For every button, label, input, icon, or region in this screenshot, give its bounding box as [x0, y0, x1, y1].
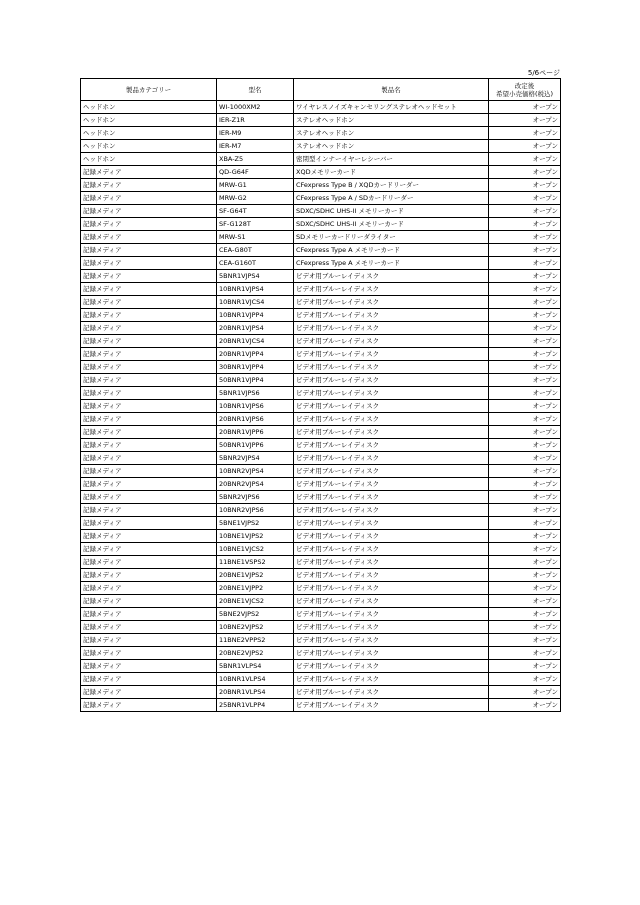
cell-category: 記録メディア — [81, 257, 217, 270]
table-row — [81, 517, 561, 530]
table-row — [81, 582, 561, 595]
cell-product: ビデオ用ブルーレイディスク — [294, 439, 489, 452]
table-row — [81, 296, 561, 309]
cell-model: 10BNR2VJPS6 — [217, 504, 294, 517]
cell-model: 20BNE1VJPS2 — [217, 569, 294, 582]
table-row — [81, 218, 561, 231]
cell-model: 20BNE2VJPS2 — [217, 647, 294, 660]
cell-price: オープン — [489, 179, 561, 192]
cell-category: 記録メディア — [81, 231, 217, 244]
cell-price: オープン — [489, 426, 561, 439]
cell-model: 10BNE2VJPS2 — [217, 621, 294, 634]
cell-category: 記録メディア — [81, 218, 217, 231]
cell-price: オープン — [489, 283, 561, 296]
cell-model: 10BNE1VJPS2 — [217, 530, 294, 543]
cell-product: 密閉型インナーイヤーレシーバー — [294, 153, 489, 166]
table-row — [81, 114, 561, 127]
cell-model: 11BNE2VPPS2 — [217, 634, 294, 647]
cell-model: 11BNE1VSPS2 — [217, 556, 294, 569]
cell-category: 記録メディア — [81, 673, 217, 686]
table-row — [81, 205, 561, 218]
cell-product: ビデオ用ブルーレイディスク — [294, 647, 489, 660]
cell-product: ステレオヘッドホン — [294, 114, 489, 127]
cell-model: WI-1000XM2 — [217, 101, 294, 114]
cell-model: CEA-G160T — [217, 257, 294, 270]
cell-category: 記録メディア — [81, 439, 217, 452]
cell-product: ステレオヘッドホン — [294, 127, 489, 140]
cell-category: 記録メディア — [81, 634, 217, 647]
cell-model: 20BNR1VJPS4 — [217, 322, 294, 335]
cell-category: 記録メディア — [81, 686, 217, 699]
cell-model: 20BNE1VJCS2 — [217, 595, 294, 608]
cell-price: オープン — [489, 400, 561, 413]
cell-model: 20BNR2VJPS4 — [217, 478, 294, 491]
cell-price: オープン — [489, 660, 561, 673]
cell-price: オープン — [489, 361, 561, 374]
cell-price: オープン — [489, 556, 561, 569]
table-row — [81, 452, 561, 465]
cell-price: オープン — [489, 478, 561, 491]
cell-product: ビデオ用ブルーレイディスク — [294, 387, 489, 400]
table-row — [81, 400, 561, 413]
table-row — [81, 543, 561, 556]
header-price-line2: 希望小売価格(税込) — [495, 89, 554, 98]
cell-product: SDXC/SDHC UHS-II メモリーカード — [294, 218, 489, 231]
cell-model: 5BNE2VJPS2 — [217, 608, 294, 621]
cell-category: 記録メディア — [81, 491, 217, 504]
cell-category: 記録メディア — [81, 699, 217, 712]
table-row — [81, 335, 561, 348]
cell-price: オープン — [489, 452, 561, 465]
cell-model: 25BNR1VLPP4 — [217, 699, 294, 712]
cell-category: 記録メディア — [81, 504, 217, 517]
cell-model: IER-M7 — [217, 140, 294, 153]
table-row — [81, 491, 561, 504]
cell-price: オープン — [489, 634, 561, 647]
cell-product: ビデオ用ブルーレイディスク — [294, 517, 489, 530]
cell-price: オープン — [489, 140, 561, 153]
cell-category: 記録メディア — [81, 608, 217, 621]
cell-price: オープン — [489, 166, 561, 179]
cell-model: 5BNR2VJPS4 — [217, 452, 294, 465]
cell-product: ビデオ用ブルーレイディスク — [294, 686, 489, 699]
cell-price: オープン — [489, 335, 561, 348]
table-row — [81, 465, 561, 478]
table-row — [81, 270, 561, 283]
cell-model: 10BNR1VJPP4 — [217, 309, 294, 322]
cell-price: オープン — [489, 231, 561, 244]
product-table — [80, 78, 561, 712]
cell-category: 記録メディア — [81, 452, 217, 465]
table-row — [81, 283, 561, 296]
cell-price: オープン — [489, 673, 561, 686]
cell-product: ビデオ用ブルーレイディスク — [294, 504, 489, 517]
cell-category: 記録メディア — [81, 543, 217, 556]
cell-price: オープン — [489, 387, 561, 400]
cell-model: MRW-G2 — [217, 192, 294, 205]
cell-model: 20BNE1VJPP2 — [217, 582, 294, 595]
cell-category: 記録メディア — [81, 192, 217, 205]
cell-model: QD-G64F — [217, 166, 294, 179]
cell-price: オープン — [489, 114, 561, 127]
cell-category: 記録メディア — [81, 517, 217, 530]
cell-category: 記録メディア — [81, 413, 217, 426]
table-row — [81, 348, 561, 361]
cell-price: オープン — [489, 101, 561, 114]
cell-product: ビデオ用ブルーレイディスク — [294, 699, 489, 712]
table-row — [81, 413, 561, 426]
cell-model: 10BNR2VJPS4 — [217, 465, 294, 478]
cell-category: 記録メディア — [81, 478, 217, 491]
cell-price: オープン — [489, 322, 561, 335]
cell-category: 記録メディア — [81, 348, 217, 361]
cell-product: CFexpress Type A メモリーカード — [294, 257, 489, 270]
cell-category: 記録メディア — [81, 465, 217, 478]
cell-product: ビデオ用ブルーレイディスク — [294, 374, 489, 387]
table-row — [81, 231, 561, 244]
cell-product: ビデオ用ブルーレイディスク — [294, 335, 489, 348]
table-row — [81, 257, 561, 270]
cell-model: IER-M9 — [217, 127, 294, 140]
table-row — [81, 699, 561, 712]
cell-category: 記録メディア — [81, 322, 217, 335]
cell-product: ビデオ用ブルーレイディスク — [294, 452, 489, 465]
cell-category: 記録メディア — [81, 582, 217, 595]
table-row — [81, 504, 561, 517]
cell-category: 記録メディア — [81, 400, 217, 413]
cell-price: オープン — [489, 153, 561, 166]
header-row — [81, 79, 561, 101]
table-row — [81, 608, 561, 621]
cell-product: ビデオ用ブルーレイディスク — [294, 543, 489, 556]
cell-price: オープン — [489, 517, 561, 530]
table-row — [81, 686, 561, 699]
cell-price: オープン — [489, 530, 561, 543]
cell-product: ビデオ用ブルーレイディスク — [294, 309, 489, 322]
cell-model: 5BNR2VJPS6 — [217, 491, 294, 504]
cell-category: 記録メディア — [81, 647, 217, 660]
cell-price: オープン — [489, 569, 561, 582]
cell-category: 記録メディア — [81, 296, 217, 309]
cell-product: ビデオ用ブルーレイディスク — [294, 491, 489, 504]
cell-model: MRW-S1 — [217, 231, 294, 244]
cell-product: ビデオ用ブルーレイディスク — [294, 426, 489, 439]
table-row — [81, 244, 561, 257]
cell-model: 5BNE1VJPS2 — [217, 517, 294, 530]
cell-price: オープン — [489, 608, 561, 621]
cell-category: 記録メディア — [81, 569, 217, 582]
cell-product: ビデオ用ブルーレイディスク — [294, 465, 489, 478]
cell-product: ビデオ用ブルーレイディスク — [294, 348, 489, 361]
cell-model: 20BNR1VJCS4 — [217, 335, 294, 348]
table-row — [81, 374, 561, 387]
cell-price: オープン — [489, 582, 561, 595]
cell-price: オープン — [489, 543, 561, 556]
cell-price: オープン — [489, 205, 561, 218]
header-model: 型名 — [217, 79, 294, 101]
table-row — [81, 673, 561, 686]
cell-category: ヘッドホン — [81, 101, 217, 114]
table-row — [81, 621, 561, 634]
table-row — [81, 530, 561, 543]
cell-price: オープン — [489, 296, 561, 309]
cell-model: IER-Z1R — [217, 114, 294, 127]
table-row — [81, 387, 561, 400]
cell-category: 記録メディア — [81, 179, 217, 192]
table-row — [81, 660, 561, 673]
table-row — [81, 647, 561, 660]
cell-product: ステレオヘッドホン — [294, 140, 489, 153]
cell-product: SDメモリーカードリーダライター — [294, 231, 489, 244]
cell-product: ビデオ用ブルーレイディスク — [294, 530, 489, 543]
cell-category: 記録メディア — [81, 205, 217, 218]
table-row — [81, 439, 561, 452]
cell-product: ビデオ用ブルーレイディスク — [294, 673, 489, 686]
cell-price: オープン — [489, 218, 561, 231]
cell-price: オープン — [489, 192, 561, 205]
table-row — [81, 595, 561, 608]
cell-category: 記録メディア — [81, 244, 217, 257]
cell-price: オープン — [489, 699, 561, 712]
table-row — [81, 166, 561, 179]
cell-model: 10BNR1VJPS4 — [217, 283, 294, 296]
cell-product: ビデオ用ブルーレイディスク — [294, 634, 489, 647]
cell-product: ビデオ用ブルーレイディスク — [294, 270, 489, 283]
cell-price: オープン — [489, 504, 561, 517]
cell-product: CFexpress Type A メモリーカード — [294, 244, 489, 257]
cell-model: 20BNR1VJPS6 — [217, 413, 294, 426]
cell-model: CEA-G80T — [217, 244, 294, 257]
header-product: 製品名 — [294, 79, 489, 101]
table-row — [81, 426, 561, 439]
cell-price: オープン — [489, 309, 561, 322]
cell-category: 記録メディア — [81, 166, 217, 179]
cell-product: ビデオ用ブルーレイディスク — [294, 608, 489, 621]
table-row — [81, 127, 561, 140]
cell-product: ビデオ用ブルーレイディスク — [294, 660, 489, 673]
cell-category: 記録メディア — [81, 270, 217, 283]
cell-model: 20BNR1VJPP4 — [217, 348, 294, 361]
cell-price: オープン — [489, 491, 561, 504]
cell-model: 5BNR1VJPS4 — [217, 270, 294, 283]
cell-product: ビデオ用ブルーレイディスク — [294, 621, 489, 634]
table-body — [81, 101, 561, 712]
cell-model: 5BNR1VLPS4 — [217, 660, 294, 673]
cell-model: 50BNR1VJPP6 — [217, 439, 294, 452]
cell-product: ビデオ用ブルーレイディスク — [294, 361, 489, 374]
cell-product: CFexpress Type B / XQDカードリーダー — [294, 179, 489, 192]
cell-category: 記録メディア — [81, 595, 217, 608]
header-price-line1: 改定後 — [514, 81, 535, 90]
cell-price: オープン — [489, 244, 561, 257]
table-row — [81, 179, 561, 192]
cell-category: 記録メディア — [81, 426, 217, 439]
header-category: 製品カテゴリー — [81, 79, 217, 101]
cell-price: オープン — [489, 465, 561, 478]
table-row — [81, 192, 561, 205]
cell-category: 記録メディア — [81, 621, 217, 634]
cell-product: ビデオ用ブルーレイディスク — [294, 569, 489, 582]
cell-model: 20BNR1VLPS4 — [217, 686, 294, 699]
cell-category: ヘッドホン — [81, 153, 217, 166]
cell-model: MRW-G1 — [217, 179, 294, 192]
cell-product: ビデオ用ブルーレイディスク — [294, 283, 489, 296]
cell-product: SDXC/SDHC UHS-II メモリーカード — [294, 205, 489, 218]
cell-category: 記録メディア — [81, 660, 217, 673]
table-header — [81, 79, 561, 101]
cell-model: 30BNR1VJPP4 — [217, 361, 294, 374]
table-row — [81, 322, 561, 335]
cell-category: ヘッドホン — [81, 127, 217, 140]
cell-price: オープン — [489, 270, 561, 283]
page-number: 5/6ページ — [527, 69, 560, 77]
table-row — [81, 153, 561, 166]
cell-category: 記録メディア — [81, 387, 217, 400]
cell-model: 10BNR1VJCS4 — [217, 296, 294, 309]
cell-product: CFexpress Type A / SDカードリーダー — [294, 192, 489, 205]
cell-model: SF-G128T — [217, 218, 294, 231]
cell-model: 5BNR1VJPS6 — [217, 387, 294, 400]
cell-category: ヘッドホン — [81, 114, 217, 127]
table-row — [81, 140, 561, 153]
cell-category: 記録メディア — [81, 556, 217, 569]
cell-price: オープン — [489, 413, 561, 426]
cell-product: ビデオ用ブルーレイディスク — [294, 296, 489, 309]
cell-category: 記録メディア — [81, 335, 217, 348]
cell-price: オープン — [489, 686, 561, 699]
table-row — [81, 569, 561, 582]
cell-price: オープン — [489, 374, 561, 387]
cell-price: オープン — [489, 595, 561, 608]
cell-model: 10BNE1VJCS2 — [217, 543, 294, 556]
table-row — [81, 101, 561, 114]
cell-product: ビデオ用ブルーレイディスク — [294, 582, 489, 595]
cell-product: ビデオ用ブルーレイディスク — [294, 400, 489, 413]
cell-price: オープン — [489, 621, 561, 634]
cell-product: ビデオ用ブルーレイディスク — [294, 413, 489, 426]
cell-product: ビデオ用ブルーレイディスク — [294, 478, 489, 491]
cell-category: 記録メディア — [81, 374, 217, 387]
cell-product: XQDメモリーカード — [294, 166, 489, 179]
cell-model: 50BNR1VJPP4 — [217, 374, 294, 387]
cell-model: SF-G64T — [217, 205, 294, 218]
header-price — [489, 79, 561, 101]
cell-category: 記録メディア — [81, 309, 217, 322]
cell-model: 10BNR1VJPS6 — [217, 400, 294, 413]
table-row — [81, 556, 561, 569]
cell-product: ビデオ用ブルーレイディスク — [294, 322, 489, 335]
cell-category: 記録メディア — [81, 530, 217, 543]
cell-price: オープン — [489, 127, 561, 140]
cell-category: 記録メディア — [81, 361, 217, 374]
cell-price: オープン — [489, 348, 561, 361]
cell-model: 20BNR1VJPP6 — [217, 426, 294, 439]
cell-price: オープン — [489, 439, 561, 452]
cell-product: ビデオ用ブルーレイディスク — [294, 595, 489, 608]
cell-category: ヘッドホン — [81, 140, 217, 153]
table-row — [81, 634, 561, 647]
cell-model: XBA-Z5 — [217, 153, 294, 166]
cell-product: ビデオ用ブルーレイディスク — [294, 556, 489, 569]
table-row — [81, 309, 561, 322]
table-row — [81, 478, 561, 491]
cell-price: オープン — [489, 647, 561, 660]
cell-price: オープン — [489, 257, 561, 270]
cell-model: 10BNR1VLPS4 — [217, 673, 294, 686]
cell-product: ワイヤレスノイズキャンセリングステレオヘッドセット — [294, 101, 489, 114]
table-row — [81, 361, 561, 374]
cell-category: 記録メディア — [81, 283, 217, 296]
